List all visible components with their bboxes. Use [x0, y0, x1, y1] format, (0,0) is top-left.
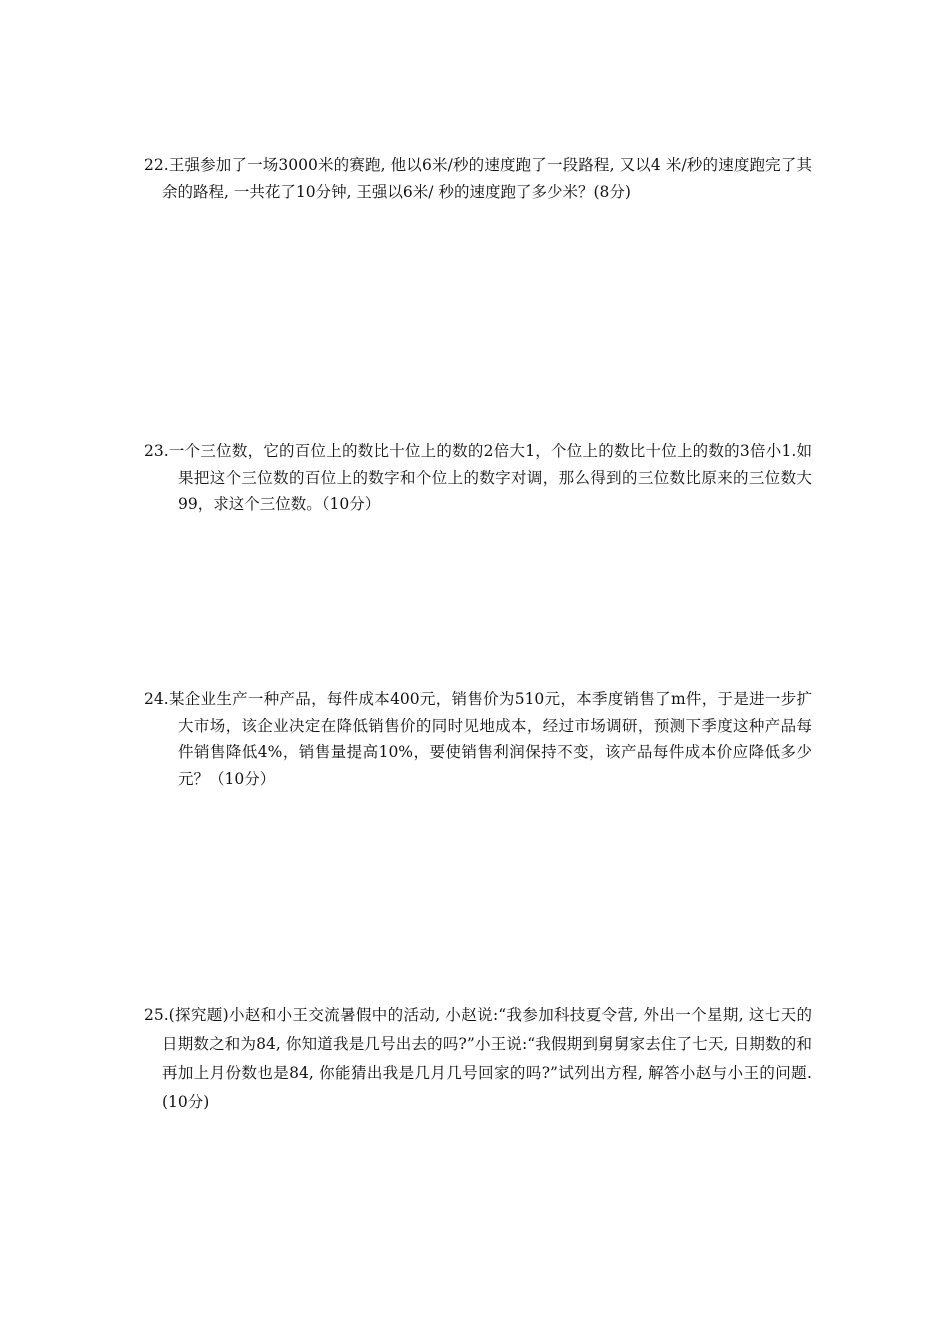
problem-24	[144, 686, 812, 792]
problem-23-number: 23.	[144, 442, 169, 460]
problem-25-body: (探究题)小赵和小王交流暑假中的活动, 小赵说:“我参加科技夏令营, 外出一个星期, 这七天的日期数之和为84, 你知道我是几号出去的吗?”小王说:“我假期到舅舅家去住了七天, 日期数的和再加上月份数也是84, 你能猜出我是几月几号回家的吗?”试列出方程, 解答小赵与小王的问题. (10分)	[162, 1006, 812, 1111]
problem-22	[144, 152, 812, 205]
problem-24-number: 24.	[144, 690, 169, 708]
problem-22-text	[144, 152, 812, 205]
problem-23-text	[144, 438, 812, 518]
problem-25	[144, 1001, 812, 1117]
problem-24-text	[144, 686, 812, 792]
problem-22-body: 王强参加了一场3000米的赛跑, 他以6米/秒的速度跑了一段路程, 又以4 米/秒的速度跑完了其余的路程, 一共花了10分钟, 王强以6米/ 秒的速度跑了多少米？(8分)	[162, 156, 812, 201]
problem-25-text	[144, 1001, 812, 1117]
problem-23	[144, 438, 812, 518]
problem-24-body: 某企业生产一种产品，每件成本400元，销售价为510元，本季度销售了m件，于是进一步扩大市场，该企业决定在降低销售价的同时见地成本，经过市场调研，预测下季度这种产品每件销售降低4%，销售量提高10%，要使销售利润保持不变，该产品每件成本价应降低多少元？（10分）	[168, 690, 812, 788]
problem-22-number: 22.	[144, 156, 169, 174]
problem-23-body: 一个三位数，它的百位上的数比十位上的数的2倍大1，个位上的数比十位上的数的3倍小1.如果把这个三位数的百位上的数字和个位上的数字对调，那么得到的三位数比原来的三位数大99，求这个三位数。（10分）	[168, 442, 812, 513]
problem-25-number: 25.	[144, 1006, 169, 1024]
